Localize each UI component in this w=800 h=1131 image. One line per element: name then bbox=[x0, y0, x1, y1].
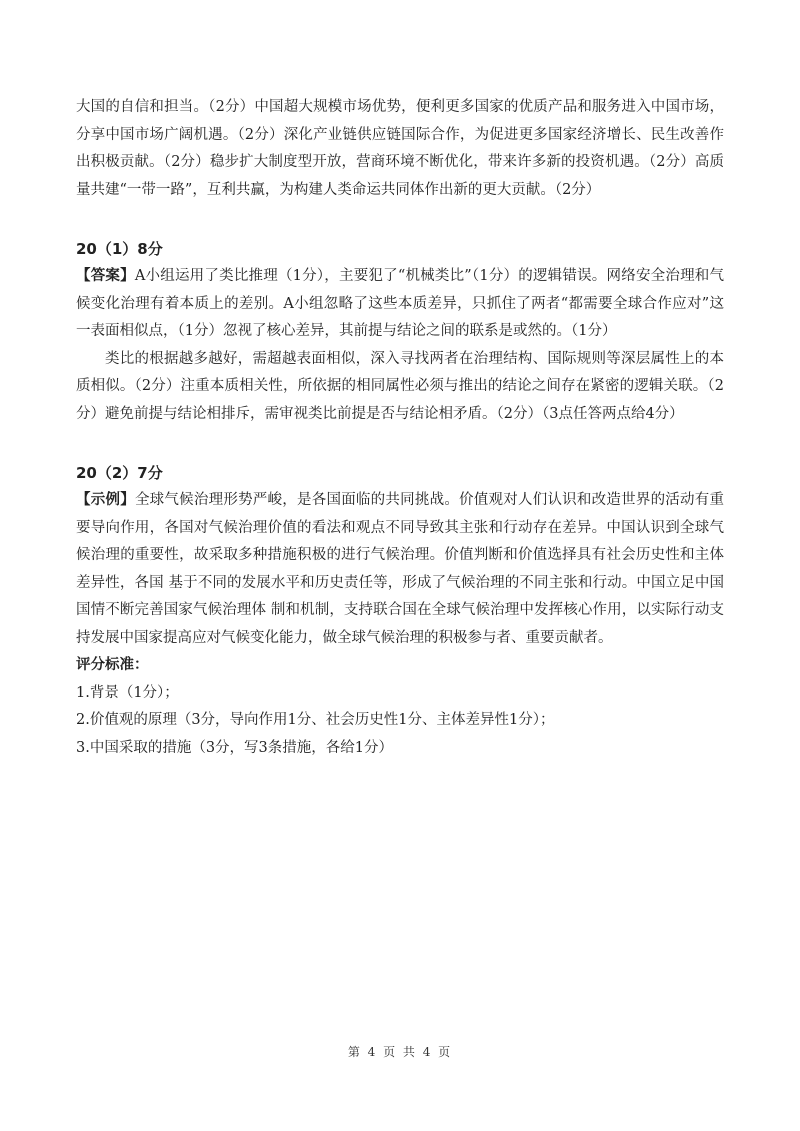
question-20-1-analogy-paragraph: 类比的根据越多越好，需超越表面相似，深入寻找两者在治理结构、国际规则等深层属性上的本质相似。（2分）注重本质相关性，所依据的相同属性必须与推出的结论之间存在紧密的逻辑关联。（2分）避免前提与结论相排斥，需审视类比前提是否与结论相矛盾。（2分）（3点任答两点给4分） bbox=[76, 350, 724, 422]
example-label: 【示例】 bbox=[76, 492, 135, 508]
example-text: 全球气候治理形势严峻，是各国面临的共同挑战。价值观对人们认识和改造世界的活动有重要导向作用，各国对气候治理价值的看法和观点不同导致其主张和行动存在差异。中国认识到全球气候治理的重要性，故采取多种措施积极的进行气候治理。价值判断和价值选择具有社会历史性和主体差异性，各国 基于不同的发展水平和历史责任等，形成了气候治理的不同主张和行动。中国立足中国国情不断完善国家气候治理体 制和机制，支持联合国在全球气候治理中发挥核心作用，以实际行动支持发展中国家提高应对气候变化能力，做全球气候治理的积极参与者、重要贡献者。 bbox=[76, 492, 725, 646]
criteria-item-china-measures: 3.中国采取的措施（3分，写3条措施，各给1分） bbox=[76, 739, 394, 756]
criteria-item-background: 1.背景（1分）； bbox=[76, 684, 179, 701]
answer-label: 【答案】 bbox=[76, 268, 135, 284]
question-20-1-answer bbox=[76, 263, 724, 346]
question-20-1-heading: 20（1）8分 bbox=[76, 240, 163, 258]
criteria-item-values-principle: 2.价值观的原理（3分，导向作用1分、社会历史性1分、主体差异性1分）； bbox=[76, 712, 555, 728]
question-20-2-heading: 20（2）7分 bbox=[76, 464, 163, 482]
intro-paragraph: 大国的自信和担当。（2分）中国超大规模市场优势，便利更多国家的优质产品和服务进入中国市场，分享中国市场广阔机遇。（2分）深化产业链供应链国际合作，为促进更多国家经济增长、民生改善作出积极贡献。（2分）稳步扩大制度型开放，营商环境不断优化，带来许多新的投资机遇。（2分）高质量共建“一带一路”，互利共赢，为构建人类命运共同体作出新的更大贡献。（2分） bbox=[76, 99, 724, 198]
document-body bbox=[76, 94, 724, 762]
answer-text: A小组运用了类比推理（1分），主要犯了“机械类比”（1分）的逻辑错误。网络安全治理和气候变化治理有着本质上的差别。A小组忽略了这些本质差异，只抓住了两者“都需要全球合作应对”这一表面相似点，（1分）忽视了核心差异，其前提与结论之间的联系是或然的。（1分） bbox=[76, 268, 725, 339]
scoring-criteria-title: 评分标准： bbox=[76, 657, 149, 673]
page-footer: 第 4 页 共 4 页 bbox=[347, 1045, 453, 1059]
question-20-2-example bbox=[76, 487, 724, 652]
